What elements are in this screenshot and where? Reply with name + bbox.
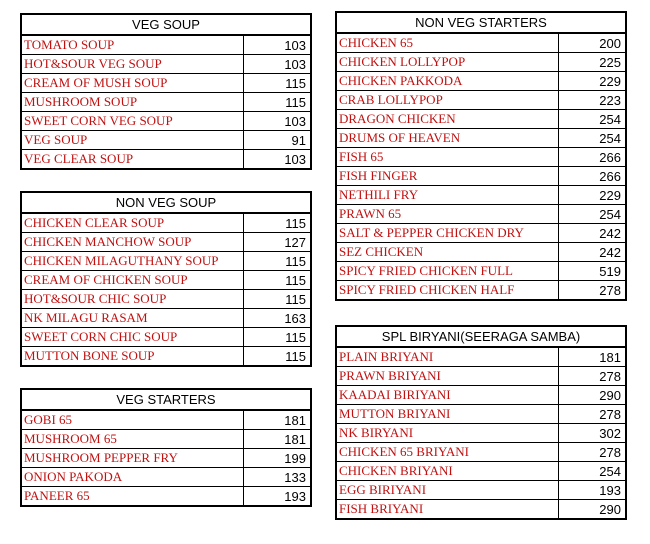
menu-item-name: CHICKEN MILAGUTHANY SOUP — [21, 252, 243, 271]
menu-item-name: CHICKEN 65 BRIYANI — [336, 443, 558, 462]
menu-item-name: NK BIRYANI — [336, 424, 558, 443]
menu-item-name: SALT & PEPPER CHICKEN DRY — [336, 224, 558, 243]
menu-item-row — [336, 386, 626, 405]
menu-item-price: 115 — [243, 290, 311, 309]
menu-item-name: NETHILI FRY — [336, 186, 558, 205]
menu-item-name: NK MILAGU RASAM — [21, 309, 243, 328]
menu-item-row — [336, 33, 626, 53]
menu-item-name: MUTTON BONE SOUP — [21, 347, 243, 367]
menu-item-row — [21, 213, 311, 233]
menu-item-price: 103 — [243, 112, 311, 131]
menu-item-name: MUTTON BRIYANI — [336, 405, 558, 424]
menu-item-name: VEG CLEAR SOUP — [21, 150, 243, 170]
menu-item-name: CHICKEN LOLLYPOP — [336, 53, 558, 72]
menu-item-row — [21, 55, 311, 74]
menu-item-name: PRAWN 65 — [336, 205, 558, 224]
menu-item-row — [336, 129, 626, 148]
menu-item-row — [336, 53, 626, 72]
menu-item-row — [21, 328, 311, 347]
menu-item-price: 127 — [243, 233, 311, 252]
menu-item-name: SEZ CHICKEN — [336, 243, 558, 262]
menu-item-row — [21, 487, 311, 507]
menu-item-price: 254 — [558, 129, 626, 148]
menu-item-name: PLAIN BRIYANI — [336, 347, 558, 367]
menu-item-row — [21, 252, 311, 271]
menu-item-price: 242 — [558, 243, 626, 262]
menu-item-price: 278 — [558, 281, 626, 301]
menu-item-price: 242 — [558, 224, 626, 243]
menu-item-name: TOMATO SOUP — [21, 35, 243, 55]
menu-item-name: CHICKEN CLEAR SOUP — [21, 213, 243, 233]
menu-item-price: 103 — [243, 35, 311, 55]
menu-item-price: 254 — [558, 205, 626, 224]
menu-item-price: 199 — [243, 449, 311, 468]
menu-item-row — [336, 243, 626, 262]
menu-item-name: KAADAI BIRIYANI — [336, 386, 558, 405]
non-veg-starters-table — [335, 11, 627, 301]
menu-item-row — [21, 347, 311, 367]
menu-item-price: 229 — [558, 186, 626, 205]
menu-item-row — [336, 167, 626, 186]
menu-item-price: 229 — [558, 72, 626, 91]
menu-item-row — [336, 148, 626, 167]
menu-item-row — [336, 224, 626, 243]
menu-item-price: 193 — [243, 487, 311, 507]
section-title: NON VEG SOUP — [21, 192, 311, 213]
veg-starters-table — [20, 388, 312, 507]
menu-item-row — [336, 281, 626, 301]
menu-item-name: FISH 65 — [336, 148, 558, 167]
menu-item-name: FISH BRIYANI — [336, 500, 558, 520]
menu-item-price: 266 — [558, 148, 626, 167]
menu-item-price: 115 — [243, 271, 311, 290]
menu-item-row — [21, 233, 311, 252]
menu-item-price: 103 — [243, 150, 311, 170]
menu-item-price: 181 — [243, 430, 311, 449]
menu-item-row — [336, 405, 626, 424]
menu-item-price: 278 — [558, 405, 626, 424]
menu-item-price: 91 — [243, 131, 311, 150]
menu-item-name: CREAM OF MUSH SOUP — [21, 74, 243, 93]
menu-item-name: CHICKEN PAKKODA — [336, 72, 558, 91]
menu-item-price: 290 — [558, 500, 626, 520]
menu-item-row — [21, 271, 311, 290]
non-veg-soup-table — [20, 191, 312, 367]
menu-item-row — [336, 443, 626, 462]
section-title: SPL BIRYANI(SEERAGA SAMBA) — [336, 326, 626, 347]
menu-item-price: 223 — [558, 91, 626, 110]
menu-item-price: 254 — [558, 462, 626, 481]
menu-item-name: EGG BIRIYANI — [336, 481, 558, 500]
menu-item-row — [336, 262, 626, 281]
section-title: VEG SOUP — [21, 14, 311, 35]
menu-item-price: 225 — [558, 53, 626, 72]
menu-item-row — [336, 72, 626, 91]
menu-item-name: FISH FINGER — [336, 167, 558, 186]
menu-item-row — [21, 74, 311, 93]
menu-item-name: HOT&SOUR VEG SOUP — [21, 55, 243, 74]
menu-item-name: CHICKEN MANCHOW SOUP — [21, 233, 243, 252]
menu-item-row — [21, 93, 311, 112]
menu-item-price: 115 — [243, 347, 311, 367]
menu-item-row — [336, 462, 626, 481]
menu-item-name: CHICKEN BRIYANI — [336, 462, 558, 481]
menu-item-row — [336, 110, 626, 129]
menu-item-name: SPICY FRIED CHICKEN HALF — [336, 281, 558, 301]
menu-item-name: SWEET CORN VEG SOUP — [21, 112, 243, 131]
menu-item-row — [21, 150, 311, 170]
menu-item-row — [21, 35, 311, 55]
menu-item-price: 278 — [558, 367, 626, 386]
menu-item-price: 115 — [243, 252, 311, 271]
menu-item-row — [21, 410, 311, 430]
menu-item-price: 115 — [243, 213, 311, 233]
menu-item-name: CREAM OF CHICKEN SOUP — [21, 271, 243, 290]
menu-item-row — [336, 205, 626, 224]
menu-item-price: 103 — [243, 55, 311, 74]
menu-item-name: SPICY FRIED CHICKEN FULL — [336, 262, 558, 281]
menu-item-price: 200 — [558, 33, 626, 53]
spl-biryani-table — [335, 325, 627, 520]
menu-item-name: GOBI 65 — [21, 410, 243, 430]
menu-item-price: 278 — [558, 443, 626, 462]
menu-item-row — [21, 430, 311, 449]
menu-item-row — [336, 347, 626, 367]
menu-item-price: 181 — [243, 410, 311, 430]
menu-item-price: 254 — [558, 110, 626, 129]
menu-item-price: 181 — [558, 347, 626, 367]
menu-item-name: SWEET CORN CHIC SOUP — [21, 328, 243, 347]
menu-item-price: 115 — [243, 74, 311, 93]
menu-item-name: VEG SOUP — [21, 131, 243, 150]
menu-item-row — [336, 424, 626, 443]
menu-item-row — [21, 112, 311, 131]
menu-item-row — [336, 91, 626, 110]
menu-item-price: 266 — [558, 167, 626, 186]
section-title: VEG STARTERS — [21, 389, 311, 410]
menu-item-row — [336, 367, 626, 386]
menu-item-price: 115 — [243, 93, 311, 112]
menu-item-name: MUSHROOM PEPPER FRY — [21, 449, 243, 468]
menu-item-name: PRAWN BRIYANI — [336, 367, 558, 386]
menu-item-name: CHICKEN 65 — [336, 33, 558, 53]
menu-item-price: 290 — [558, 386, 626, 405]
menu-item-price: 519 — [558, 262, 626, 281]
menu-item-name: DRAGON CHICKEN — [336, 110, 558, 129]
menu-item-name: MUSHROOM SOUP — [21, 93, 243, 112]
menu-item-price: 193 — [558, 481, 626, 500]
menu-item-price: 302 — [558, 424, 626, 443]
menu-item-name: PANEER 65 — [21, 487, 243, 507]
menu-item-price: 163 — [243, 309, 311, 328]
menu-item-name: MUSHROOM 65 — [21, 430, 243, 449]
menu-item-price: 115 — [243, 328, 311, 347]
veg-soup-table — [20, 13, 312, 170]
menu-item-row — [21, 468, 311, 487]
menu-item-row — [336, 186, 626, 205]
menu-item-name: CRAB LOLLYPOP — [336, 91, 558, 110]
menu-item-row — [336, 500, 626, 520]
menu-item-row — [21, 309, 311, 328]
menu-item-name: HOT&SOUR CHIC SOUP — [21, 290, 243, 309]
menu-item-row — [21, 449, 311, 468]
menu-item-row — [21, 131, 311, 150]
menu-item-price: 133 — [243, 468, 311, 487]
section-title: NON VEG STARTERS — [336, 12, 626, 33]
menu-item-row — [336, 481, 626, 500]
menu-item-row — [21, 290, 311, 309]
menu-item-name: ONION PAKODA — [21, 468, 243, 487]
menu-item-name: DRUMS OF HEAVEN — [336, 129, 558, 148]
